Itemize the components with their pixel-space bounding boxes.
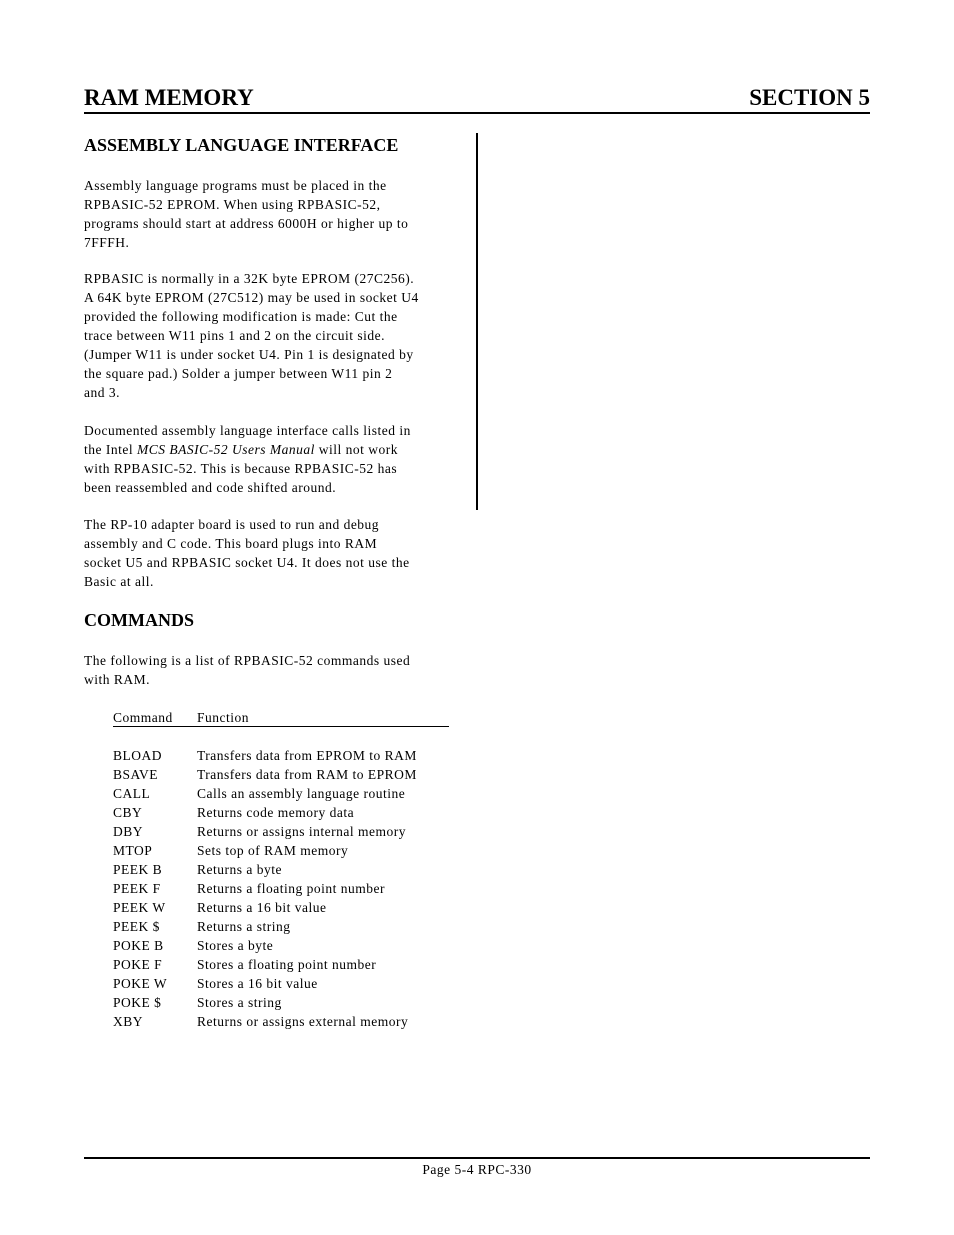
table-row [113,784,453,803]
table-row [113,1012,453,1031]
assembly-paragraph-1 [84,176,456,252]
command-function: Returns code memory data [197,805,355,820]
command-function: Stores a byte [197,938,274,953]
command-function: Sets top of RAM memory [197,843,349,858]
column-header-function: Function [197,710,250,725]
table-row [113,936,453,955]
commands-intro [84,651,456,689]
table-header-rule [113,726,449,727]
page-number: Page 5-4 RPC-330 [422,1162,532,1177]
header-rule [84,112,870,114]
text-line: A 64K byte EPROM (27C512) may be used in socket U4 [84,290,419,305]
text-line [84,440,456,459]
table-row [113,860,453,879]
text-line: the square pad.) Solder a jumper between W11 pin 2 [84,366,393,381]
command-function: Returns or assigns external memory [197,1014,409,1029]
command-name: PEEK B [113,862,163,877]
table-row [113,765,453,784]
table-row [113,993,453,1012]
command-function: Stores a floating point number [197,957,377,972]
text-line: with RAM. [84,672,151,687]
command-function: Stores a 16 bit value [197,976,318,991]
command-function: Stores a string [197,995,282,1010]
command-function: Returns a byte [197,862,282,877]
command-name: BLOAD [113,748,162,763]
command-function: Returns a 16 bit value [197,900,327,915]
text-line: The following is a list of RPBASIC-52 commands used [84,653,411,668]
text-line: trace between W11 pins 1 and 2 on the circuit side. [84,328,386,343]
command-function: Returns a floating point number [197,881,385,896]
text-line: programs should start at address 6000H or higher up to [84,216,409,231]
text-line: assembly and C code. This board plugs into RAM [84,536,378,551]
manual-title: MCS BASIC-52 Users Manual [136,442,315,457]
table-row [113,879,453,898]
text-line: provided the following modification is made: Cut the [84,309,398,324]
table-row [113,974,453,993]
text-line: Assembly language programs must be placed in the [84,178,387,193]
column-header-command: Command [113,710,173,725]
text-line: Basic at all. [84,574,154,589]
table-row [113,746,453,765]
text-line: (Jumper W11 is under socket U4. Pin 1 is designated by [84,347,414,362]
command-name: POKE B [113,938,164,953]
column-divider [476,133,478,510]
command-name: POKE F [113,957,163,972]
command-name: XBY [113,1014,144,1029]
text-line: 7FFFH. [84,235,130,250]
table-row [113,898,453,917]
text-line: been reassembled and code shifted around. [84,480,337,495]
command-name: PEEK $ [113,919,160,934]
command-function: Transfers data from EPROM to RAM [197,748,417,763]
command-function: Calls an assembly language routine [197,786,406,801]
text-run: the Intel [84,442,137,457]
commands-heading: COMMANDS [84,610,194,630]
command-name: DBY [113,824,144,839]
command-name: MTOP [113,843,153,858]
command-name: POKE $ [113,995,162,1010]
text-line: with RPBASIC-52. This is because RPBASIC-52 has [84,461,398,476]
text-line: RPBASIC-52 EPROM. When using RPBASIC-52, [84,197,381,212]
command-name: CALL [113,786,151,801]
assembly-paragraph-2 [84,269,456,402]
command-function: Returns a string [197,919,291,934]
command-function: Transfers data from RAM to EPROM [197,767,417,782]
command-name: PEEK W [113,900,166,915]
footer-rule [84,1157,870,1159]
section-number: SECTION 5 [749,85,870,110]
text-line: and 3. [84,385,120,400]
assembly-paragraph-4 [84,515,456,591]
text-line: socket U5 and RPBASIC socket U4. It does not use the [84,555,410,570]
text-line: RPBASIC is normally in a 32K byte EPROM (27C256). [84,271,415,286]
table-row [113,955,453,974]
text-line: Documented assembly language interface calls listed in [84,423,411,438]
text-line: The RP-10 adapter board is used to run and debug [84,517,380,532]
command-name: CBY [113,805,143,820]
assembly-heading: ASSEMBLY LANGUAGE INTERFACE [84,135,399,155]
table-row [113,822,453,841]
table-row [113,841,453,860]
command-function: Returns or assigns internal memory [197,824,406,839]
text-run: will not work [314,442,398,457]
chapter-title: RAM MEMORY [84,85,254,110]
assembly-paragraph-3 [84,421,456,497]
table-row [113,803,453,822]
command-name: POKE W [113,976,168,991]
table-row [113,917,453,936]
command-name: PEEK F [113,881,161,896]
command-table [113,746,453,1031]
command-name: BSAVE [113,767,159,782]
